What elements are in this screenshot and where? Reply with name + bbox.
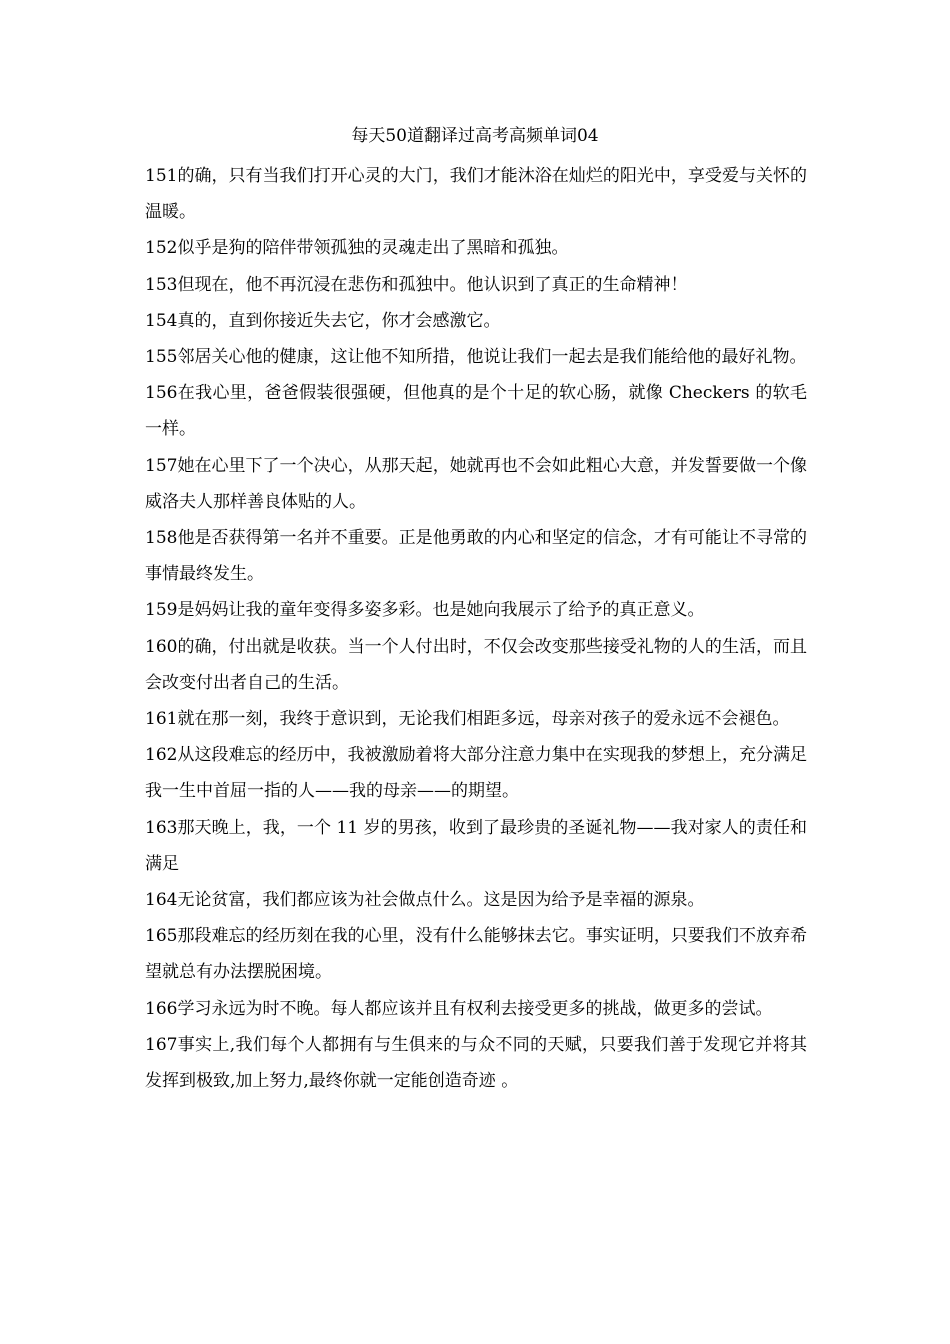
item-number: 156 [145, 383, 178, 404]
item-text: 似乎是狗的陪伴带领孤独的灵魂走出了黑暗和孤独。 [177, 238, 569, 259]
paragraph-164 [145, 882, 807, 918]
item-text: 真的，直到你接近失去它，你才会感激它。 [177, 310, 501, 331]
paragraph-152 [145, 230, 807, 266]
item-text: 那段难忘的经历刻在我的心里，没有什么能够抹去它。事实证明，只要我们不放弃希望就总有办法摆脱困境。 [145, 926, 807, 983]
paragraph-155 [145, 339, 807, 375]
paragraph-160 [145, 629, 807, 701]
item-number: 155 [145, 347, 178, 368]
item-text: 无论贫富，我们都应该为社会做点什么。这是因为给予是幸福的源泉。 [177, 890, 705, 911]
paragraph-154 [145, 303, 807, 339]
paragraph-163 [145, 810, 807, 882]
paragraph-153 [145, 267, 807, 303]
paragraph-156 [145, 375, 807, 447]
paragraph-159 [145, 592, 807, 628]
item-number: 160 [145, 636, 178, 657]
item-text: 是妈妈让我的童年变得多姿多彩。也是她向我展示了给予的真正意义。 [177, 600, 705, 621]
item-text: 就在那一刻，我终于意识到，无论我们相距多远，母亲对孩子的爱永远不会褪色。 [177, 709, 790, 730]
item-number: 166 [145, 998, 178, 1019]
item-text: 那天晚上，我，一个 11 岁的男孩，收到了最珍贵的圣诞礼物——我对家人的责任和满足 [145, 817, 807, 874]
item-text: 邻居关心他的健康，这让他不知所措，他说让我们一起去是我们能给他的最好礼物。 [177, 347, 807, 368]
paragraph-157 [145, 448, 807, 520]
item-text: 但现在，他不再沉浸在悲伤和孤独中。他认识到了真正的生命精神！ [177, 274, 688, 295]
item-number: 161 [145, 709, 178, 730]
item-text: 学习永远为时不晚。每人都应该并且有权利去接受更多的挑战，做更多的尝试。 [177, 998, 773, 1019]
item-number: 151 [145, 166, 178, 186]
item-number: 152 [145, 238, 178, 259]
item-number: 159 [145, 600, 178, 621]
item-number: 162 [145, 745, 178, 766]
paragraph-151 [145, 158, 807, 230]
item-number: 165 [145, 926, 178, 947]
item-text: 他是否获得第一名并不重要。正是他勇敢的内心和坚定的信念，才有可能让不寻常的事情最终发生。 [145, 528, 807, 585]
item-text: 从这段难忘的经历中，我被激励着将大部分注意力集中在实现我的梦想上，充分满足我一生中首屈一指的人——我的母亲——的期望。 [145, 745, 807, 802]
item-number: 164 [145, 890, 178, 911]
item-text: 事实上,我们每个人都拥有与生俱来的与众不同的天赋，只要我们善于发现它并将其发挥到极致,加上努力,最终你就一定能创造奇迹 。 [145, 1034, 807, 1092]
paragraph-161 [145, 701, 807, 737]
paragraph-165 [145, 918, 807, 990]
item-number: 154 [145, 310, 178, 331]
item-number: 167 [145, 1034, 178, 1055]
paragraph-167 [145, 1027, 807, 1099]
item-number: 153 [145, 274, 178, 295]
document-body [145, 158, 807, 1099]
paragraph-158 [145, 520, 807, 592]
paragraph-166 [145, 991, 807, 1027]
item-number: 158 [145, 528, 178, 549]
document-title: 每天50道翻译过高考高频单词04 [351, 126, 599, 146]
item-text: 她在心里下了一个决心，从那天起，她就再也不会如此粗心大意，并发誓要做一个像威洛夫人那样善良体贴的人。 [145, 455, 807, 512]
item-text: 的确，付出就是收获。当一个人付出时，不仅会改变那些接受礼物的人的生活，而且会改变付出者自己的生活。 [145, 636, 807, 693]
paragraph-162 [145, 737, 807, 809]
item-number: 163 [145, 817, 178, 838]
item-text: 在我心里，爸爸假装很强硬，但他真的是个十足的软心肠，就像 Checkers 的软毛一样。 [145, 383, 807, 440]
item-number: 157 [145, 455, 178, 476]
item-text: 的确，只有当我们打开心灵的大门，我们才能沐浴在灿烂的阳光中，享受爱与关怀的温暖。 [145, 166, 807, 223]
